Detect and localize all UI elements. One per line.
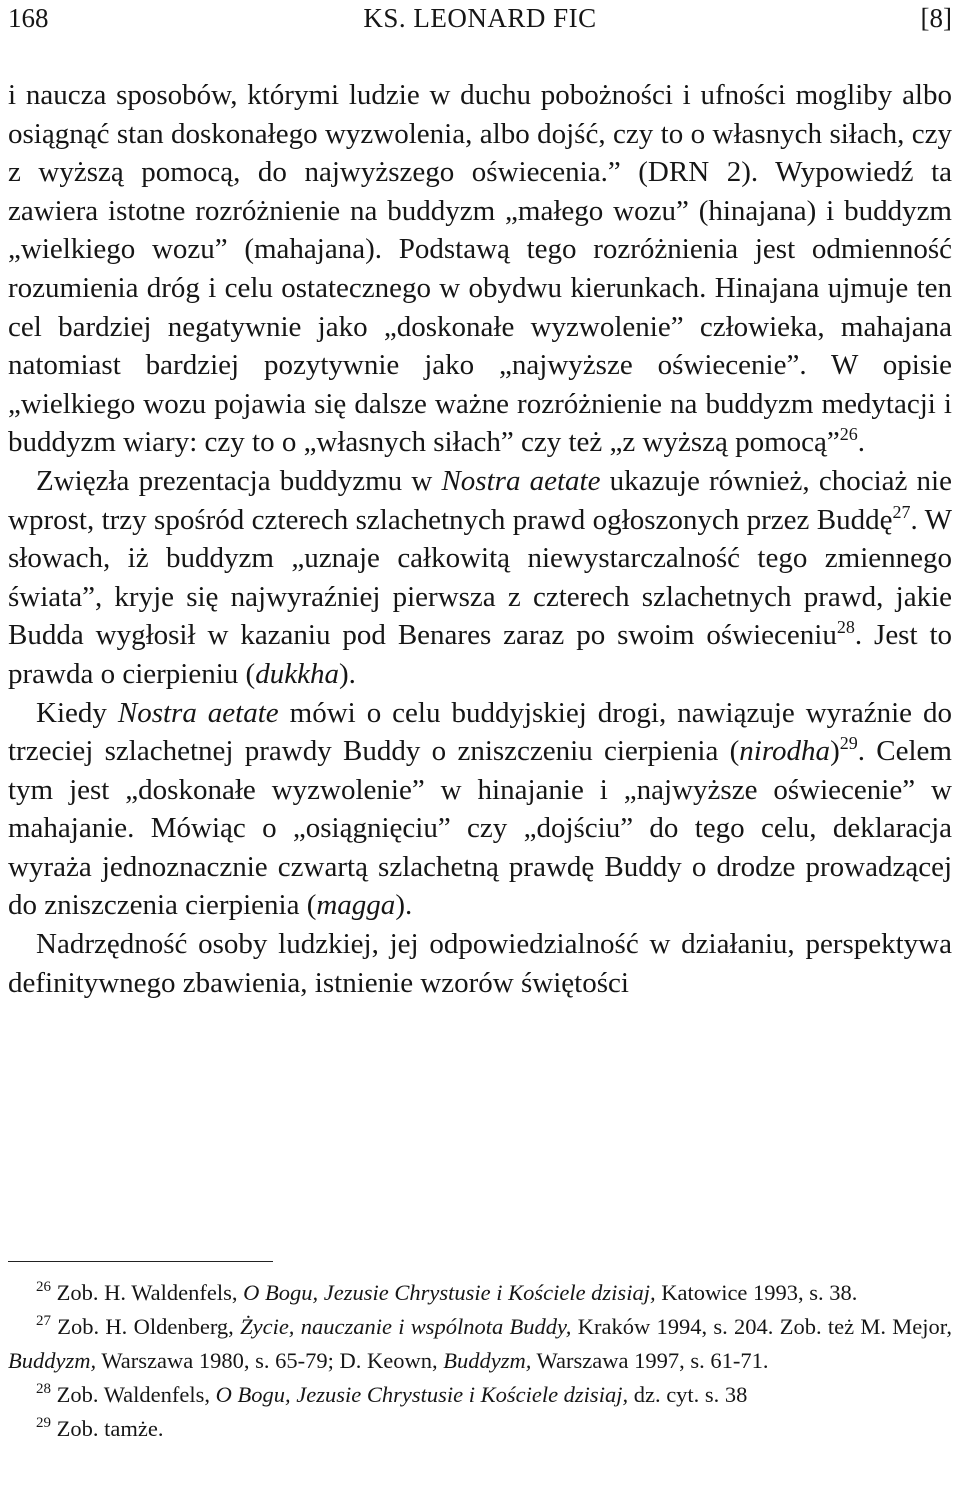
text-run: . Jest to prawda o cierpieniu ( [8, 619, 953, 690]
text-run: dz. cyt. s. 38 [628, 1382, 748, 1407]
text-run: . Celem tym jest „doskonałe wyzwolenie” w hinajanie i „najwyższe oświecenie” w mahajanie. Mówiąc o „osiągnięciu” czy „dojściu” do tego celu, deklaracja wyraża jednoznacznie czwartą szlachetną prawdę Buddy o drodze prowadzącej do zniszczenia cierpienia ( [8, 735, 952, 922]
italic-text: O Bogu, Jezusie Chrystusie i Kościele dzisiaj, [215, 1382, 629, 1407]
paragraph [8, 76, 952, 462]
main-text [8, 76, 952, 1002]
text-run: Zob. tamże. [51, 1416, 164, 1441]
italic-text: O Bogu, Jezusie Chrystusie i Kościele dzisiaj, [243, 1280, 656, 1305]
footnote [8, 1276, 952, 1310]
page-number: 168 [8, 3, 49, 33]
footnote-ref: 27 [892, 501, 911, 522]
italic-text: Życie, nauczanie i wspólnota Buddy, [240, 1314, 572, 1339]
running-title: KS. LEONARD FIC [363, 3, 597, 33]
text-run: Warszawa 1980, s. 65-79; D. Keown, [96, 1348, 444, 1373]
text-run: Zob. Waldenfels, [51, 1382, 216, 1407]
footnote [8, 1378, 952, 1412]
text-run: Katowice 1993, s. 38. [655, 1280, 858, 1305]
footnote [8, 1412, 952, 1446]
footnote-number: 28 [36, 1381, 51, 1397]
text-run: ukazuje również, chociaż nie wprost, trzy spośród czterech szlachetnych prawd ogłoszonych przez Buddę [8, 464, 952, 536]
text-run: i naucza sposobów, którymi ludzie w duchu pobożności i ufności mogliby albo osiągnąć stan doskonałego wyzwolenia, albo dojść, czy to o własnych siłach, czy z wyższą pomocą, do najwyższego oświecenia.” (DRN 2). Wypowiedź ta zawiera istotne rozróżnienie na buddyzm „małego wozu” (hinajana) i buddyzm „wielkiego wozu” (mahajana). Podstawą tego rozróżnienia jest odmienność rozumienia dróg i celu ostatecznego w obydwu kierunkach. Hinajana ujmuje ten cel bardziej negatywnie jako „doskonałe wyzwolenie” człowieka, mahajana natomiast bardziej pozytywnie jako „najwyższe oświecenie”. W opisie „wielkiego wozu pojawia się dalsze ważne rozróżnienie na buddyzm medytacji i buddyzm wiary: czy to o „własnych siłach” czy też „z wyższą pomocą” [8, 79, 952, 459]
text-run: Kiedy [36, 696, 118, 729]
paragraph [8, 925, 952, 1002]
footnote-number: 27 [36, 1313, 51, 1329]
text-run: ) [830, 735, 840, 768]
paragraph [8, 694, 952, 926]
text-run: Zob. H. Oldenberg, [51, 1314, 241, 1339]
footnote-number: 26 [36, 1279, 51, 1295]
text-run: Zwięzła prezentacja buddyzmu w [36, 464, 442, 497]
text-run: Nadrzędność osoby ludzkiej, jej odpowiedzialność w działaniu, perspektywa definitywnego zbawienia, istnienie wzorów świętości [8, 928, 952, 999]
text-run: Kraków 1994, s. 204. Zob. też M. Mejor, [571, 1314, 953, 1339]
paragraph [8, 462, 952, 694]
footnote [8, 1310, 952, 1378]
footnote-ref: 29 [839, 733, 858, 754]
italic-text: Buddyzm, [443, 1348, 532, 1373]
text-run: ). [338, 657, 356, 690]
footnote-ref: 28 [836, 617, 855, 638]
section-marker: [8] [920, 3, 952, 33]
footnote-separator [8, 1261, 273, 1262]
italic-text: Buddyzm, [8, 1348, 97, 1373]
running-header [8, 0, 952, 36]
italic-text: magga [316, 889, 396, 922]
text-run: mówi o celu buddyjskiej drogi, nawiązuje wyraźnie do trzeciej szlachetnej prawdy Buddy o zniszczeniu cierpienia ( [8, 696, 952, 768]
text-run: . [857, 426, 866, 459]
text-run: ). [395, 889, 413, 922]
text-run: Zob. H. Waldenfels, [51, 1280, 244, 1305]
italic-text: nirodha [739, 735, 831, 768]
italic-text: Nostra aetate [117, 696, 279, 729]
text-run: Warszawa 1997, s. 61-71. [531, 1348, 769, 1373]
footnote-ref: 26 [839, 424, 858, 445]
footnotes [8, 1276, 952, 1446]
italic-text: dukkha [255, 657, 339, 690]
footnote-number: 29 [36, 1415, 51, 1431]
italic-text: Nostra aetate [441, 464, 601, 497]
text-run: . W słowach, iż buddyzm „uznaje całkowitą niewystarczalność tego zmiennego świata”, kryje się najwyraźniej pierwsza z czterech szlachetnych prawd, jakie Budda wygłosił w kazaniu pod Benares zaraz po swoim oświeceniu [8, 503, 952, 652]
